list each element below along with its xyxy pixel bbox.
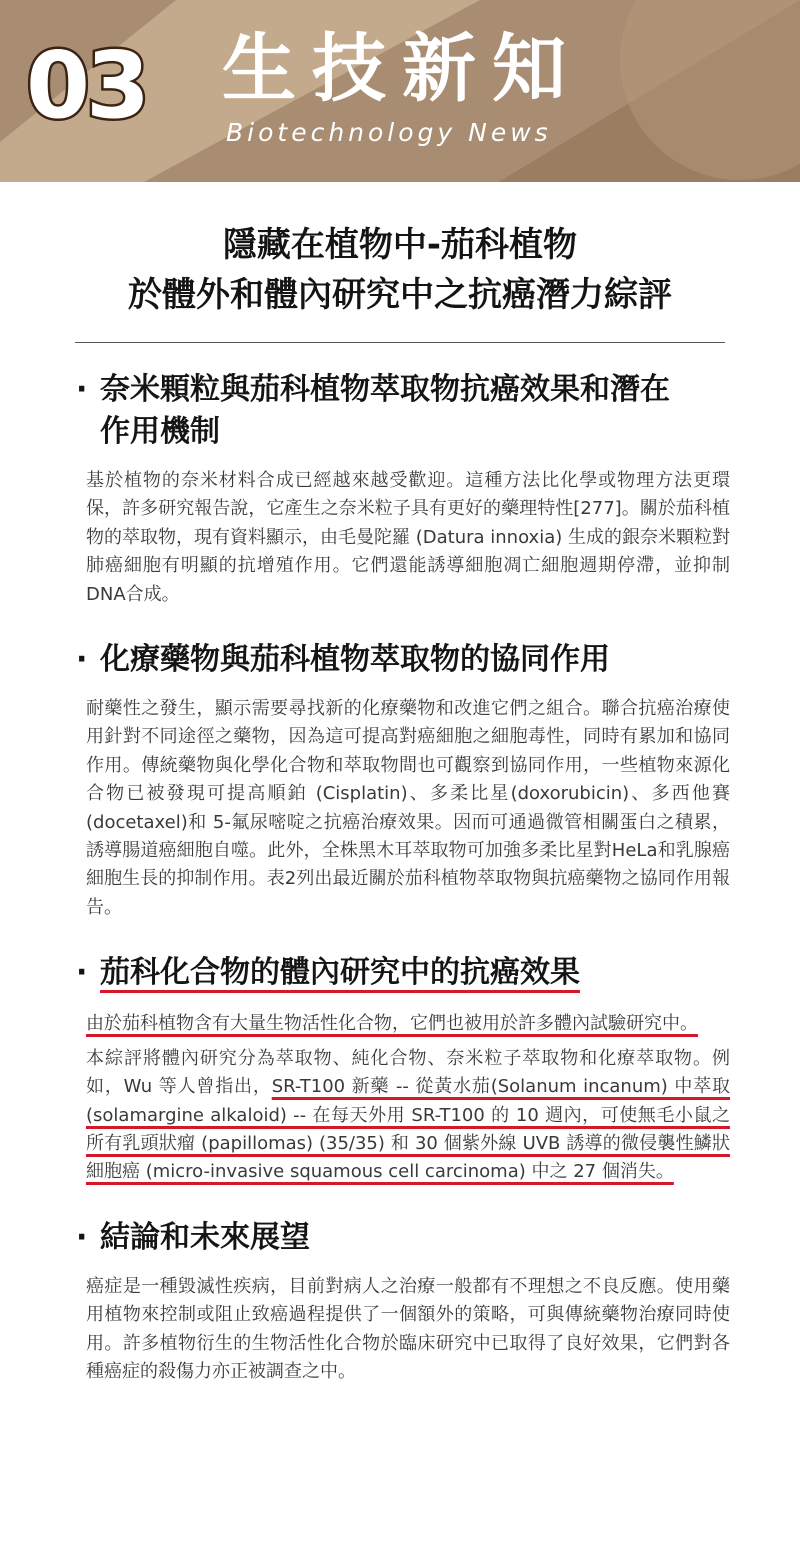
bullet-icon: · [76, 1219, 88, 1255]
section-body: 癌症是一種毀滅性疾病，目前對病人之治療一般都有不理想之不良反應。使用藥用植物來控制或阻止致癌過程提供了一個額外的策略，可與傳統藥物治療同時使用。許多植物衍生的生物活性化合物於臨床研究中已取得了良好效果，它們對各種癌症的殺傷力亦正被調查之中。 [86, 1275, 730, 1382]
section-heading-text: 化療藥物與茄科植物萃取物的協同作用 [100, 642, 610, 678]
section-heading-text: 茄科化合物的體內研究中的抗癌效果 [100, 955, 580, 991]
bullet-icon: · [76, 955, 88, 991]
section-conclusion [0, 1217, 800, 1387]
section-body: 耐藥性之發生，顯示需要尋找新的化療藥物和改進它們之組合。聯合抗癌治療使用針對不同途徑之藥物，因為這可提高對癌細胞之細胞毒性，同時有累加和協同作用。傳統藥物與化學化合物和萃取物間也可觀察到協同作用，一些植物來源化合物已被發現可提高順鉑 (Cisplatin)、多柔比星(doxorubicin)、多西他賽(docetaxel)和 5-氟尿嘧啶之抗癌治療效果。因而可通過微管相關蛋白之積累，誘導腸道癌細胞自噬。此外，全株黑木耳萃取物可加強多柔比星對HeLa和乳腺癌細胞生長的抑制作用。表2列出最近關於茄科植物萃取物與抗癌藥物之協同作用報告。 [86, 698, 730, 918]
divider [75, 342, 725, 343]
body-text: 本綜評將體內研究分為萃取物、純化合物、奈米粒子萃取物和化療萃取物。例如，Wu 等人曾指出， [86, 1047, 730, 1098]
article-title-line1: 隱藏在植物中-茄科植物 [222, 225, 578, 265]
section-title-zh: 生技新知 [222, 26, 582, 112]
bullet-icon: · [76, 642, 88, 678]
section-heading [76, 1217, 730, 1259]
bullet-icon: · [76, 372, 88, 407]
highlight-text: 由於茄科植物含有大量生物活性化合物，它們也被用於許多體內試驗研究中。 [86, 1013, 698, 1035]
section-title-en: Biotechnology News [226, 118, 552, 147]
section-heading-text: 結論和未來展望 [100, 1219, 310, 1255]
section-heading [76, 639, 730, 681]
section-nanoparticles [0, 369, 800, 609]
article-title [0, 220, 800, 320]
section-heading [76, 369, 730, 453]
section-heading-text: 奈米顆粒與茄科植物萃取物抗癌效果和潛在作用機制 [100, 372, 670, 449]
section-body [76, 1045, 730, 1187]
issue-badge: 03 [26, 32, 147, 139]
article-title-line2: 於體外和體內研究中之抗癌潛力綜評 [128, 275, 672, 315]
section-body: 基於植物的奈米材料合成已經越來越受歡迎。這種方法比化學或物理方法更環保，許多研究報告說，它產生之奈米粒子具有更好的藥理特性[277]。關於茄科植物的萃取物，現有資料顯示，由毛曼陀羅 (Datura innoxia) 生成的銀奈米顆粒對肺癌細胞有明顯的抗增殖作用。它們還能誘導細胞凋亡細胞週期停滯，並抑制DNA合成。 [86, 470, 730, 605]
section-in-vivo [0, 952, 800, 1186]
header-banner [0, 0, 800, 182]
highlighted-intro [76, 1010, 730, 1038]
section-heading [76, 952, 730, 994]
highlight-text: SR-T100 新藥 -- 從黃水茄(Solanum incanum) 中萃取 (solamargine alkaloid) -- 在每天外用 SR-T100 的 10 週內，可使無毛小鼠之所有乳頭狀瘤 (papillomas) (35/35) 和 30 個紫外線 UVB 誘導的微侵襲性鱗狀細胞癌 (micro-invasive squamous cell carcinoma) 中之 27 個消失。 [86, 1076, 730, 1183]
section-synergy [0, 639, 800, 922]
